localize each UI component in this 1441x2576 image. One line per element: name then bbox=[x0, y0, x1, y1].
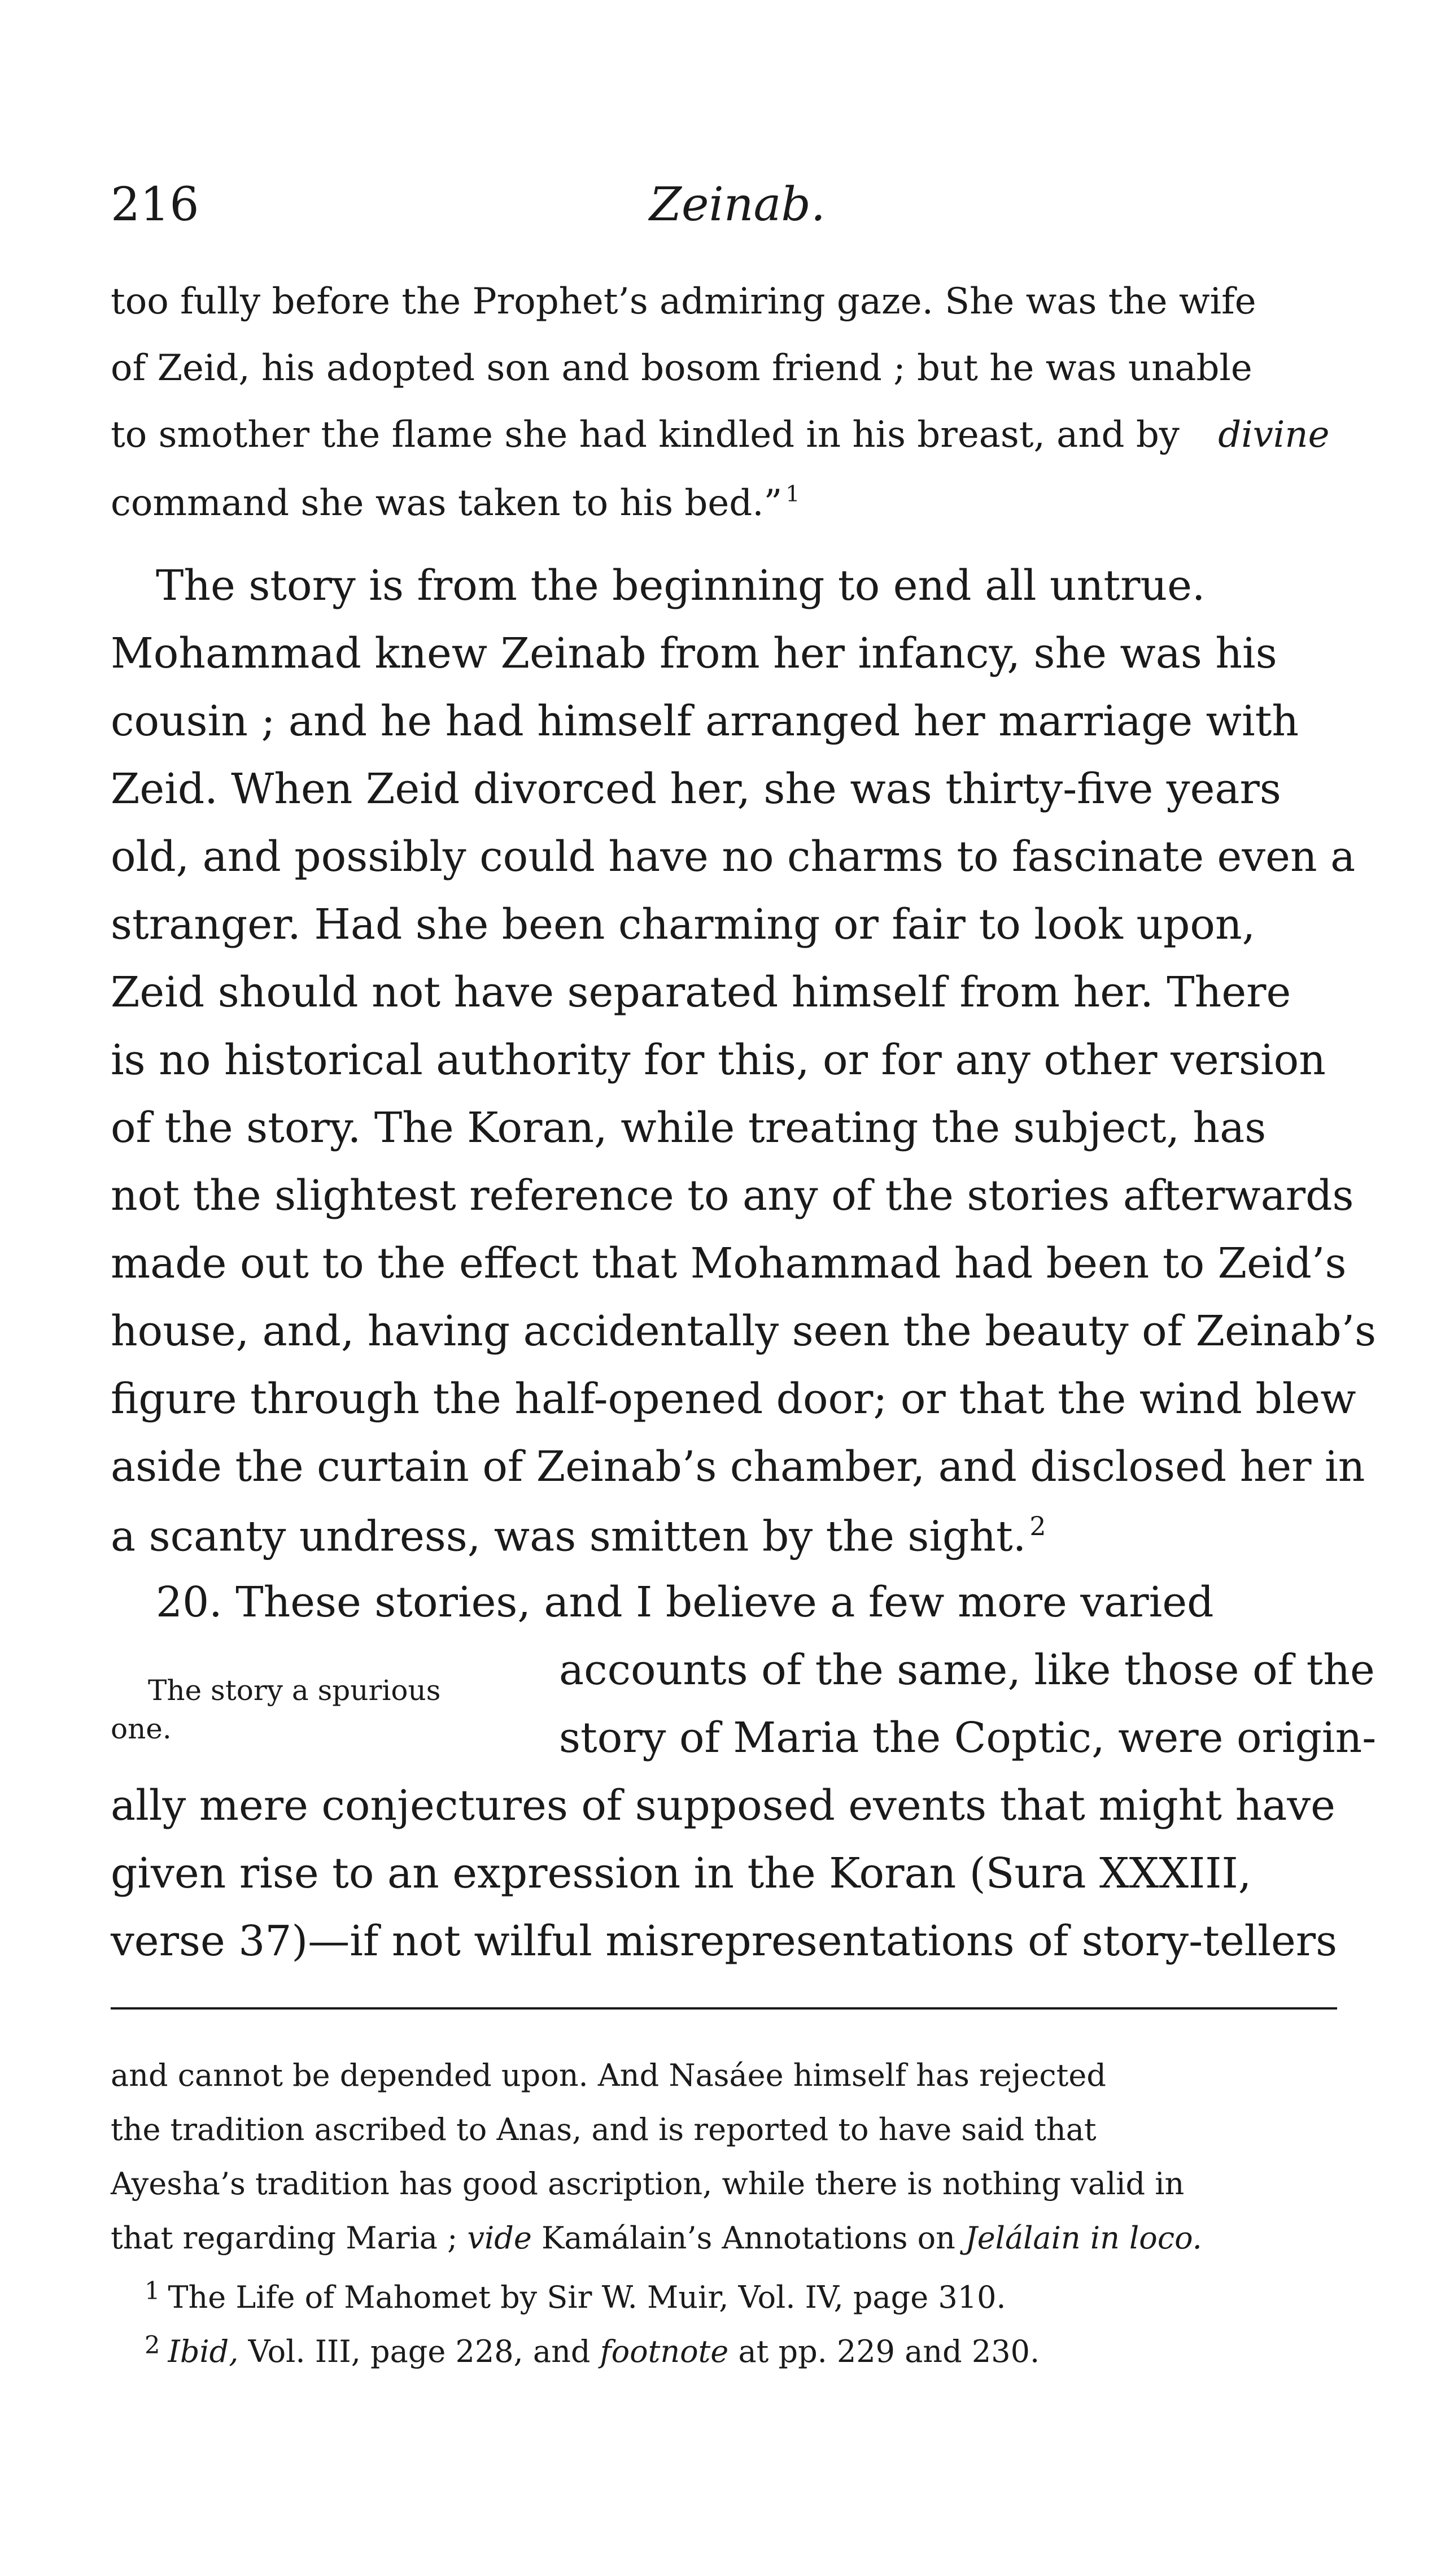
running-title: Zeinab. bbox=[649, 178, 826, 232]
text-line: of Zeid, his adopted son and bosom friend ; but he was unable bbox=[111, 347, 1252, 389]
text-line: figure through the half-opened door; or that the wind blew bbox=[111, 1375, 1356, 1423]
italic-word: vide bbox=[467, 2220, 532, 2256]
text-line bbox=[111, 2220, 1202, 2256]
text-span: Kamálain’s Annotations on bbox=[542, 2220, 955, 2256]
text-line: the tradition ascribed to Anas, and is reported to have said that bbox=[111, 2112, 1097, 2147]
text-line: 20. These stories, and I believe a few more varied bbox=[156, 1578, 1214, 1627]
text-line: The story a spurious bbox=[148, 1674, 441, 1707]
footnote-text: at pp. 229 and 230. bbox=[738, 2334, 1040, 2370]
text-line: old, and possibly could have no charms to fascinate even a bbox=[111, 832, 1356, 881]
text-line bbox=[111, 414, 1330, 456]
footnote-text: The Life of Mahomet by Sir W. Muir, Vol. IV, page 310. bbox=[168, 2279, 1006, 2316]
text-line: stranger. Had she been charming or fair to look upon, bbox=[111, 900, 1256, 949]
text-line: one. bbox=[111, 1712, 172, 1745]
footnote-1 bbox=[145, 2277, 1006, 2316]
italic-word: footnote bbox=[600, 2334, 729, 2370]
text-line: Zeid. When Zeid divorced her, she was thirty-five years bbox=[111, 765, 1281, 813]
footnote-number: 1 bbox=[145, 2277, 160, 2305]
footnote-number: 2 bbox=[145, 2331, 160, 2360]
text-line: Mohammad knew Zeinab from her infancy, she was his bbox=[111, 629, 1277, 678]
text-line bbox=[111, 1511, 1046, 1561]
page-number: 216 bbox=[111, 178, 199, 232]
footnote-text: Vol. III, page 228, and bbox=[248, 2334, 591, 2370]
text-span: command she was taken to his bed.” bbox=[111, 482, 783, 524]
text-line: too fully before the Prophet’s admiring gaze. She was the wife bbox=[111, 281, 1256, 322]
text-line: of the story. The Koran, while treating the subject, has bbox=[111, 1104, 1267, 1152]
footnote-2 bbox=[145, 2331, 1040, 2370]
text-line: is no historical authority for this, or for any other version bbox=[111, 1036, 1326, 1084]
text-line bbox=[111, 481, 800, 524]
text-line: cousin ; and he had himself arranged her marriage with bbox=[111, 697, 1299, 746]
text-line: made out to the effect that Mohammad had been to Zeid’s bbox=[111, 1239, 1347, 1288]
text-line: verse 37)—if not wilful misrepresentations of story-tellers bbox=[111, 1917, 1338, 1965]
footnote-rule bbox=[111, 2007, 1337, 2010]
text-line: house, and, having accidentally seen the beauty of Zeinab’s bbox=[111, 1307, 1377, 1355]
text-line: The story is from the beginning to end all untrue. bbox=[156, 561, 1206, 610]
text-span: a scanty undress, was smitten by the sight. bbox=[111, 1512, 1027, 1561]
text-line: Ayesha’s tradition has good ascription, while there is nothing valid in bbox=[111, 2166, 1185, 2202]
text-line: aside the curtain of Zeinab’s chamber, and disclosed her in bbox=[111, 1442, 1365, 1491]
text-span: to smother the flame she had kindled in his breast, and by bbox=[111, 414, 1180, 456]
text-line: Zeid should not have separated himself from her. There bbox=[111, 968, 1291, 1017]
footnote-ref: 1 bbox=[785, 481, 800, 507]
text-line: story of Maria the Coptic, were origin- bbox=[559, 1714, 1377, 1762]
text-span: that regarding Maria ; bbox=[111, 2220, 458, 2256]
text-line: accounts of the same, like those of the bbox=[559, 1646, 1375, 1694]
text-line: given rise to an expression in the Koran (Sura XXXIII, bbox=[111, 1849, 1252, 1898]
text-line: ally mere conjectures of supposed events that might have bbox=[111, 1781, 1335, 1830]
text-line: and cannot be depended upon. And Nasáee himself has rejected bbox=[111, 2058, 1106, 2093]
footnote-ref: 2 bbox=[1029, 1511, 1046, 1541]
text-line: not the slightest reference to any of the stories afterwards bbox=[111, 1171, 1354, 1220]
italic-word: Jelálain in loco. bbox=[965, 2220, 1202, 2256]
italic-word: Ibid, bbox=[168, 2334, 239, 2370]
italic-word: divine bbox=[1218, 414, 1330, 456]
